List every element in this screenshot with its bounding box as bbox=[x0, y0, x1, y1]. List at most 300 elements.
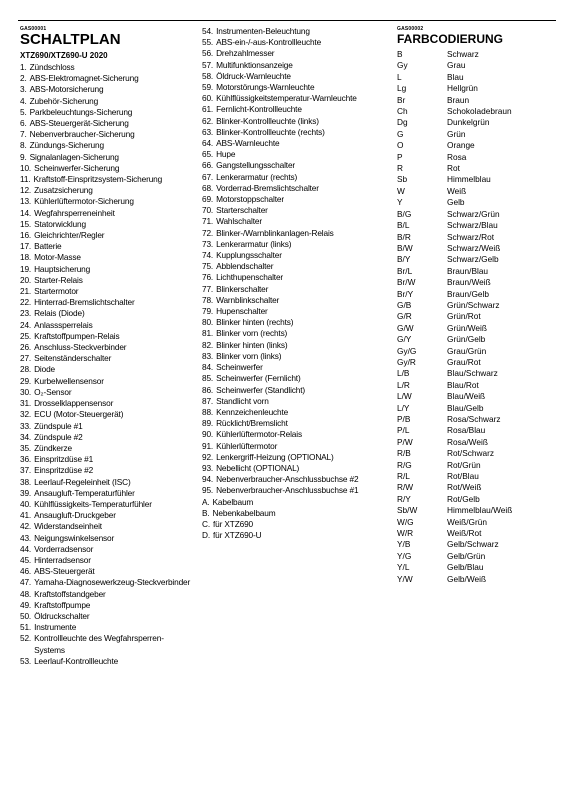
item-number: 12. bbox=[20, 185, 32, 196]
color-abbrev: P/B bbox=[397, 414, 411, 424]
list-item bbox=[202, 519, 376, 530]
color-row bbox=[397, 471, 562, 482]
list-item bbox=[20, 107, 192, 118]
color-abbrev: Br/W bbox=[397, 277, 416, 288]
color-abbrev: Br/L bbox=[397, 265, 413, 276]
item-number: 16. bbox=[20, 230, 32, 241]
item-number: 77. bbox=[202, 283, 214, 294]
item-text: Blinker-Kontrollleuchte (rechts) bbox=[216, 126, 325, 137]
item-text: Signalanlagen-Sicherung bbox=[29, 151, 119, 162]
list-item bbox=[202, 261, 376, 272]
item-text: Kühlflüssigkeitstemperatur-Warnleuchte bbox=[216, 93, 357, 104]
item-number: 30. bbox=[20, 386, 32, 397]
item-number: 26. bbox=[20, 342, 32, 353]
item-number: 9. bbox=[20, 151, 27, 162]
color-name: Grün/Weiß bbox=[447, 322, 487, 333]
item-text: Starter-Relais bbox=[34, 274, 83, 285]
item-text: Kraftstoff-Einspritzsystem-Sicherung bbox=[33, 174, 163, 185]
item-text: Startermotor bbox=[34, 286, 79, 297]
color-row bbox=[397, 425, 562, 436]
list-item bbox=[20, 555, 192, 566]
list-item bbox=[20, 297, 192, 308]
color-abbrev: Br bbox=[397, 94, 406, 105]
item-text: Parkbeleuchtungs-Sicherung bbox=[29, 106, 133, 117]
color-abbrev: Ch bbox=[397, 106, 408, 117]
item-number: 34. bbox=[20, 431, 32, 442]
item-text: Wegfahrsperreneinheit bbox=[34, 207, 115, 218]
color-row bbox=[397, 254, 562, 265]
item-text: Zubehör-Sicherung bbox=[29, 95, 99, 106]
list-item bbox=[202, 340, 376, 351]
color-code-title: FARBCODIERUNG bbox=[397, 32, 504, 46]
color-row bbox=[397, 163, 562, 174]
item-number: 53. bbox=[20, 655, 32, 666]
color-name: Grün/Schwarz bbox=[447, 299, 500, 310]
list-item bbox=[202, 474, 376, 485]
item-text: Nebenverbraucher-Anschlussbuchse #2 bbox=[216, 474, 359, 485]
item-text: Yamaha-Diagnosewerkzeug-Steckverbinder bbox=[34, 577, 191, 588]
color-name: Rot/Blau bbox=[447, 471, 479, 482]
item-number: 85. bbox=[202, 373, 214, 384]
color-row bbox=[397, 482, 562, 493]
color-name: Gelb/Grün bbox=[447, 550, 486, 561]
item-number: 46. bbox=[20, 566, 32, 577]
item-number: 21. bbox=[20, 286, 32, 297]
item-number: 83. bbox=[202, 350, 214, 361]
color-row bbox=[397, 72, 562, 83]
color-name: Gelb bbox=[447, 197, 465, 208]
item-number: 63. bbox=[202, 126, 214, 137]
color-row bbox=[397, 300, 562, 311]
section-code: GAS00001 bbox=[20, 26, 47, 32]
color-row bbox=[397, 505, 562, 516]
item-number: 76. bbox=[202, 272, 214, 283]
model-subtitle: XTZ690/XTZ690-U 2020 bbox=[20, 51, 108, 60]
color-row bbox=[397, 106, 562, 117]
color-abbrev: Gy/R bbox=[397, 356, 416, 367]
item-number: 11. bbox=[20, 174, 31, 185]
wiring-legend-column-2 bbox=[202, 26, 376, 541]
item-text: Hupe bbox=[216, 149, 236, 160]
item-text: Statorwicklung bbox=[34, 218, 86, 229]
color-name: Schwarz/Blau bbox=[447, 220, 498, 231]
item-text: Leerlauf-Kontrollleuchte bbox=[34, 655, 119, 666]
item-text: O₂-Sensor bbox=[34, 386, 72, 397]
item-text: Hauptsicherung bbox=[34, 263, 91, 274]
color-row bbox=[397, 551, 562, 562]
item-text: Zündspule #1 bbox=[34, 420, 83, 431]
list-item bbox=[20, 633, 192, 655]
item-number: B. bbox=[202, 507, 210, 518]
item-number: 13. bbox=[20, 196, 32, 207]
item-text: Vorderrad-Bremslichtschalter bbox=[216, 182, 319, 193]
item-text: Kennzeichenleuchte bbox=[216, 406, 289, 417]
color-name: Blau/Rot bbox=[447, 379, 479, 390]
list-item bbox=[20, 376, 192, 387]
item-text: Starterschalter bbox=[216, 205, 268, 216]
item-text: Gangstellungsschalter bbox=[216, 160, 296, 171]
color-abbrev: P bbox=[397, 151, 403, 162]
item-number: 4. bbox=[20, 95, 27, 106]
item-text: ECU (Motor-Steuergerät) bbox=[34, 409, 124, 420]
item-text: Kühlerlüftermotor-Relais bbox=[216, 429, 302, 440]
list-item bbox=[202, 60, 376, 71]
item-number: 84. bbox=[202, 362, 214, 373]
item-number: D. bbox=[202, 530, 210, 541]
item-text: Lenkerarmatur (rechts) bbox=[216, 171, 298, 182]
list-item bbox=[202, 373, 376, 384]
color-name: Rot/Gelb bbox=[447, 493, 480, 504]
list-item bbox=[20, 656, 192, 667]
component-list-2 bbox=[202, 26, 376, 541]
item-text: Blinker vorn (links) bbox=[216, 350, 282, 361]
color-abbrev: G bbox=[397, 128, 404, 139]
list-item bbox=[20, 521, 192, 532]
item-number: 42. bbox=[20, 521, 32, 532]
list-item bbox=[20, 84, 192, 95]
color-abbrev: W/R bbox=[397, 528, 414, 539]
list-item bbox=[20, 622, 192, 633]
list-item bbox=[202, 317, 376, 328]
color-name: Schwarz/Rot bbox=[447, 231, 495, 242]
color-name: Rosa/Blau bbox=[447, 425, 486, 436]
item-text: Widerstandseinheit bbox=[34, 521, 102, 532]
list-item bbox=[202, 530, 376, 541]
item-text: Lenkerarmatur (links) bbox=[216, 238, 292, 249]
item-number: 7. bbox=[20, 129, 27, 140]
list-item bbox=[202, 104, 376, 115]
item-text: ABS-ein-/-aus-Kontrollleuchte bbox=[216, 37, 322, 48]
list-item bbox=[20, 252, 192, 263]
list-item bbox=[202, 37, 376, 48]
list-item bbox=[202, 508, 376, 519]
list-item bbox=[20, 174, 192, 185]
color-abbrev: L/R bbox=[397, 379, 410, 390]
item-text: für XTZ690 bbox=[213, 518, 254, 529]
list-item bbox=[202, 429, 376, 440]
item-text: Wahlschalter bbox=[216, 216, 262, 227]
item-number: 72. bbox=[202, 227, 214, 238]
color-row bbox=[397, 95, 562, 106]
item-number: 28. bbox=[20, 364, 32, 375]
item-number: 90. bbox=[202, 429, 214, 440]
item-number: 88. bbox=[202, 406, 214, 417]
color-row bbox=[397, 448, 562, 459]
item-text: ABS-Warnleuchte bbox=[216, 138, 280, 149]
color-name: Rosa/Schwarz bbox=[447, 414, 501, 424]
list-item bbox=[20, 230, 192, 241]
item-text: Blinkerschalter bbox=[216, 283, 269, 294]
color-name: Schokoladebraun bbox=[447, 106, 512, 117]
color-name: Gelb/Blau bbox=[447, 562, 484, 573]
item-number: 91. bbox=[202, 440, 214, 451]
item-text: Gleichrichter/Regler bbox=[34, 230, 105, 241]
list-item bbox=[202, 48, 376, 59]
color-abbrev: R/W bbox=[397, 482, 414, 493]
item-number: 41. bbox=[20, 510, 32, 521]
color-abbrev: L/B bbox=[397, 368, 410, 379]
item-text: Motorstörungs-Warnleuchte bbox=[216, 82, 315, 93]
list-item bbox=[20, 286, 192, 297]
color-row bbox=[397, 357, 562, 368]
item-number: 55. bbox=[202, 37, 214, 48]
list-item bbox=[202, 250, 376, 261]
item-number: 27. bbox=[20, 353, 32, 364]
color-name: Braun/Gelb bbox=[447, 288, 489, 299]
item-text: Nebenkabelbaum bbox=[212, 507, 276, 518]
item-text: Rücklicht/Bremslicht bbox=[216, 418, 288, 429]
color-row bbox=[397, 414, 562, 425]
item-number: 54. bbox=[202, 26, 214, 36]
item-number: 18. bbox=[20, 252, 32, 263]
item-number: 49. bbox=[20, 599, 32, 610]
list-item bbox=[20, 364, 192, 375]
item-number: 20. bbox=[20, 274, 32, 285]
color-row bbox=[397, 186, 562, 197]
color-row bbox=[397, 539, 562, 550]
color-name: Blau bbox=[447, 71, 464, 82]
color-abbrev: Y/L bbox=[397, 562, 410, 573]
page-title: SCHALTPLAN bbox=[20, 31, 121, 48]
item-text: Ansaugluft-Temperaturfühler bbox=[34, 487, 135, 498]
color-name: Schwarz bbox=[447, 49, 479, 59]
color-name: Grün bbox=[447, 128, 466, 139]
item-text: Nebenverbraucher-Sicherung bbox=[29, 129, 135, 140]
item-number: 67. bbox=[202, 171, 214, 182]
color-name: Grau/Grün bbox=[447, 345, 487, 356]
list-item bbox=[20, 196, 192, 207]
item-number: 58. bbox=[202, 70, 214, 81]
item-number: 65. bbox=[202, 149, 214, 160]
list-item bbox=[202, 351, 376, 362]
item-number: 19. bbox=[20, 263, 32, 274]
color-name: Schwarz/Grün bbox=[447, 208, 500, 219]
list-item bbox=[202, 82, 376, 93]
item-number: 87. bbox=[202, 395, 214, 406]
list-item bbox=[202, 228, 376, 239]
item-number: 79. bbox=[202, 306, 214, 317]
list-item bbox=[20, 241, 192, 252]
item-number: 15. bbox=[20, 218, 32, 229]
item-number: 32. bbox=[20, 409, 32, 420]
item-number: 39. bbox=[20, 487, 32, 498]
item-text: Lichthupenschalter bbox=[216, 272, 284, 283]
list-item bbox=[202, 183, 376, 194]
color-row bbox=[397, 528, 562, 539]
color-row bbox=[397, 60, 562, 71]
color-row bbox=[397, 83, 562, 94]
list-item bbox=[20, 611, 192, 622]
item-text: Scheinwerfer (Standlicht) bbox=[216, 384, 306, 395]
list-item bbox=[20, 499, 192, 510]
list-item bbox=[20, 129, 192, 140]
list-item bbox=[20, 62, 192, 73]
list-item bbox=[20, 163, 192, 174]
color-abbrev: G/B bbox=[397, 299, 412, 310]
item-text: Kraftstoffstandgeber bbox=[34, 588, 106, 599]
color-name: Gelb/Weiß bbox=[447, 573, 487, 584]
item-text: Anschluss-Steckverbinder bbox=[34, 342, 127, 353]
color-name: Weiß bbox=[447, 185, 467, 196]
list-item bbox=[20, 264, 192, 275]
item-text: Scheinwerfer bbox=[216, 362, 263, 373]
color-abbrev: Y/G bbox=[397, 550, 412, 561]
color-abbrev: L bbox=[397, 71, 402, 82]
item-text: Warnblinkschalter bbox=[216, 294, 280, 305]
item-number: 38. bbox=[20, 476, 32, 487]
color-abbrev: Lg bbox=[397, 83, 407, 94]
item-number: 56. bbox=[202, 48, 214, 59]
color-name: Blau/Weiß bbox=[447, 391, 486, 402]
color-row bbox=[397, 243, 562, 254]
color-abbrev: Y/W bbox=[397, 573, 413, 584]
color-name: Braun/Weiß bbox=[447, 277, 491, 288]
color-row bbox=[397, 346, 562, 357]
item-number: 6. bbox=[20, 118, 27, 129]
color-row bbox=[397, 220, 562, 231]
item-text: Batterie bbox=[34, 241, 62, 252]
list-item bbox=[202, 396, 376, 407]
color-abbrev: G/W bbox=[397, 322, 414, 333]
list-item bbox=[202, 127, 376, 138]
color-name: Orange bbox=[447, 140, 475, 151]
list-item bbox=[20, 308, 192, 319]
item-text: Öldruck-Warnleuchte bbox=[216, 70, 291, 81]
item-number: 3. bbox=[20, 84, 27, 95]
item-text: Blinker-/Warnblinkanlagen-Relais bbox=[216, 227, 334, 238]
color-abbrev: G/Y bbox=[397, 334, 412, 345]
item-text: Zündspule #2 bbox=[34, 431, 83, 442]
color-row bbox=[397, 129, 562, 140]
list-item bbox=[202, 272, 376, 283]
color-name: Braun bbox=[447, 94, 470, 105]
list-item bbox=[202, 149, 376, 160]
color-name: Rot/Weiß bbox=[447, 482, 482, 493]
color-abbrev: O bbox=[397, 140, 404, 151]
list-item bbox=[20, 589, 192, 600]
color-abbrev: R/B bbox=[397, 448, 411, 459]
item-number: 17. bbox=[20, 241, 32, 252]
list-item bbox=[202, 418, 376, 429]
item-number: C. bbox=[202, 518, 210, 529]
item-number: 31. bbox=[20, 398, 32, 409]
item-text: Kraftstoffpumpen-Relais bbox=[34, 330, 120, 341]
list-item bbox=[202, 385, 376, 396]
color-name: Grün/Rot bbox=[447, 311, 481, 322]
color-name: Grau bbox=[447, 60, 466, 71]
color-row bbox=[397, 174, 562, 185]
item-text: Einspritzdüse #2 bbox=[34, 465, 94, 476]
item-text: Instrumente bbox=[34, 622, 77, 633]
item-text: Anlasssperrelais bbox=[34, 319, 93, 330]
list-item bbox=[202, 284, 376, 295]
item-text: Hupenschalter bbox=[216, 306, 268, 317]
list-item bbox=[202, 452, 376, 463]
color-abbrev: P/L bbox=[397, 425, 410, 436]
item-text: Standlicht vorn bbox=[216, 395, 269, 406]
color-abbrev: Y/B bbox=[397, 539, 411, 550]
item-number: 52. bbox=[20, 633, 32, 644]
list-item bbox=[20, 275, 192, 286]
item-number: 22. bbox=[20, 297, 32, 308]
color-abbrev: B/W bbox=[397, 242, 413, 253]
item-text: Kurbelwellensensor bbox=[34, 375, 104, 386]
item-number: 93. bbox=[202, 462, 214, 473]
item-number: 1. bbox=[20, 62, 27, 72]
item-number: 82. bbox=[202, 339, 214, 350]
item-number: 48. bbox=[20, 588, 32, 599]
item-number: 2. bbox=[20, 73, 27, 84]
item-number: 35. bbox=[20, 442, 32, 453]
item-number: 29. bbox=[20, 375, 32, 386]
item-text: Hinterradsensor bbox=[34, 554, 91, 565]
color-code-column bbox=[397, 26, 562, 585]
top-rule bbox=[18, 20, 556, 21]
color-row bbox=[397, 140, 562, 151]
list-item bbox=[202, 138, 376, 149]
list-item bbox=[20, 118, 192, 129]
item-number: 10. bbox=[20, 162, 32, 173]
list-item bbox=[202, 497, 376, 508]
color-name: Grün/Gelb bbox=[447, 334, 486, 345]
color-row bbox=[397, 197, 562, 208]
item-text: Zündschloss bbox=[29, 62, 75, 72]
item-text: Kraftstoffpumpe bbox=[34, 599, 91, 610]
color-row bbox=[397, 368, 562, 379]
color-name: Braun/Blau bbox=[447, 265, 489, 276]
item-number: 69. bbox=[202, 194, 214, 205]
list-item bbox=[20, 140, 192, 151]
item-number: 60. bbox=[202, 93, 214, 104]
list-item bbox=[202, 26, 376, 37]
item-text: Instrumenten-Beleuchtung bbox=[216, 26, 310, 36]
color-name: Himmelblau bbox=[447, 174, 491, 185]
item-number: 43. bbox=[20, 532, 32, 543]
list-item bbox=[202, 71, 376, 82]
item-number: 92. bbox=[202, 451, 214, 462]
color-name: Rot/Schwarz bbox=[447, 448, 495, 459]
color-name: Schwarz/Weiß bbox=[447, 242, 501, 253]
color-row bbox=[397, 209, 562, 220]
item-number: 45. bbox=[20, 554, 32, 565]
color-row bbox=[397, 574, 562, 585]
wiring-legend-column-1 bbox=[20, 26, 192, 667]
item-text: Multifunktionsanzeige bbox=[216, 59, 293, 70]
item-text: ABS-Elektromagnet-Sicherung bbox=[29, 73, 139, 84]
color-abbrev: Y bbox=[397, 197, 403, 208]
item-text: Drosselklappensensor bbox=[34, 398, 114, 409]
color-name: Blau/Schwarz bbox=[447, 368, 498, 379]
item-text: ABS-Steuergerät bbox=[34, 566, 95, 577]
item-text: Motorstoppschalter bbox=[216, 194, 284, 205]
item-text: Ansaugluft-Druckgeber bbox=[34, 510, 116, 521]
color-name: Rosa bbox=[447, 151, 467, 162]
list-item bbox=[202, 172, 376, 183]
list-item bbox=[20, 152, 192, 163]
color-abbrev: L/W bbox=[397, 391, 412, 402]
item-text: Relais (Diode) bbox=[34, 308, 85, 319]
list-item bbox=[20, 533, 192, 544]
component-list-1 bbox=[20, 62, 192, 667]
color-abbrev: Gy bbox=[397, 60, 408, 71]
color-name: Rot bbox=[447, 163, 460, 174]
color-abbrev: Sb/W bbox=[397, 505, 418, 516]
item-number: A. bbox=[202, 496, 210, 507]
item-text: ABS-Steuergerät-Sicherung bbox=[29, 118, 129, 129]
color-name: Himmelblau/Weiß bbox=[447, 505, 513, 516]
item-number: 78. bbox=[202, 294, 214, 305]
color-name: Dunkelgrün bbox=[447, 117, 490, 128]
